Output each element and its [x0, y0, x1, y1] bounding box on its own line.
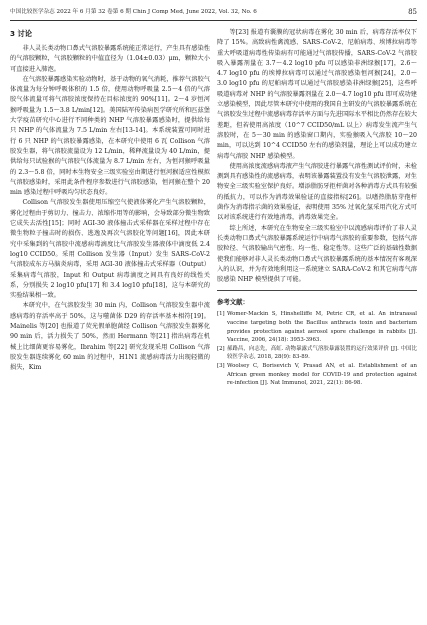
paragraph: 本研究中，在气溶胶发生 30 min 内，Collison 气溶胶发生器中流感病毒的存活率高于 50%，这与噬菌体 D29 的存活率基本相符[19]。Mainelis 等[20] 也报道了荧光假单胞菌经 Collison 气溶胶发生器雾化 90 min 后，活力损失了 50%，然而 Hermann 等[21] 指出病毒在机械上比细菌更容易雾化，Ibrahim 等[22] 研究发现采用 Collison 气溶胶发生器连续雾化 60 min 的过程中，H1N1 流感病毒活力出现轻微的损失，Kim [10, 302, 210, 372]
running-header [10, 6, 417, 20]
paragraph: 综上所述，本研究在生物安全三级实验室中以流感病毒评价了非人灵长类动物口鼻式气溶胶暴露系统运行中病毒气溶胶的重要参数，包括气溶胶粒径、气溶胶输出气密性、均一性、稳定性等。这些广泛的基础性数据使我们能够对非人灵长类动物口鼻式气溶胶暴露系统的基本情况有客观深入的认识，并为有效地利用这一系统建立 SARA-CoV-2 和其它病毒气溶胶感染 NHP 模型提供了可能。 [217, 224, 417, 284]
paragraph: 非人灵长类动物口鼻式气溶胶暴露系统能正常运行，产生具有感染性的气溶胶颗粒，气溶胶颗粒的中值直径为（1.04±0.03）μm，颗粒大小可直接进入肺泡。 [10, 45, 210, 73]
references-title: 参考文献： [217, 298, 249, 307]
paragraph: Collison 气溶胶发生器使用压缩空气使液体雾化产生气溶胶颗粒，雾化过程由于剪切力、撞击力、浓缩作用等的影响，会导致部分微生物致它成失去活性[15]；同时 AGI-30 液体撞击式采样器在采样过程中存在微生物粒子撞击时的损伤、逃逸及再次气溶胶化等问题[16]，因此本研究中采集到的气溶胶中流感病毒滴度比气溶胶发生器液体中滴度低 2.4 log10 CCID50。采用 Collison 发生器（Input）发生 SARS-CoV-2 气溶胶成东方马脑炎病毒，采用 AGI-30 液体撞击式采样器（Output）采集病毒气溶胶，Input 和 Output 病毒滴度之间具有良好的线性关系，分别损失 2 log10 pfu[17] 和 3.4 log10 pfu[18]，这与本研究的实验结果相一致。 [10, 199, 210, 300]
reference-number: [3] [217, 362, 225, 369]
section-title: 3 讨论 [10, 29, 32, 38]
reference-item [217, 310, 417, 344]
reference-text: Womer-Mackin S, Hinshelliffe M, Petric CR, et al. An intranasal vaccine targeting both the Bacillus anthracis toxin and bacterium provides protection against aerosol spore challenge in rabbits [J]. Vaccine, 2006, 24(18): 3953-3963. [227, 311, 417, 344]
reference-item [217, 362, 417, 388]
left-column [10, 28, 210, 618]
reference-text: 郝路昌，向志先，高虹. 动物暴露式气溶胶暴露装置的运行效果评价 [J]. 中国比较医学杂志, 2018, 28(9): 83-89. [227, 345, 417, 361]
reference-text: Woolsey C, Borisevich V, Prasad AN, et al. Establishment of an African green monkey model for COVID-19 and protection against re-infection [J]. Nat Immunol, 2021, 22(1): 86-98. [227, 362, 417, 387]
page-number: 85 [408, 8, 417, 16]
paragraph: 等[23] 报道有囊膜的冠状病毒在雾化 30 min 后，病毒存活率仅下降了 15%。高致病性禽流感、SARS-CoV-2、尼帕病毒、埃博拉病毒等重大呼吸道病毒性传染病有可能通过气溶胶传播，SARS-CoV-2 气溶胶吸入暴露剂量在 3.7～4.2 log10 pfu 可以感染非洲绿猴[17]，2.6～4.7 log10 pfu 的埃博拉病毒可以通过气溶胶感染恒河猴[24]，2.0～3.0 log10 pfu 的尼帕病毒可以通过气溶胶感染非洲绿猴[25]，这些呼吸道病毒对 NHP 的气溶胶暴露剂量在 2.0～4.7 log10 pfu 即可成功建立感染模型，因此尽管本研究中使用的我国自主研发的气溶胶暴露系统在气溶胶发生过程中流感病毒存活率方面与先进国际水平相比仍然存在较大差距，但若使用高浓度（10^7 CCID50/mL 以上）病毒发生流产生气溶胶时，在 5～30 min 的感染窗口期内，实验猴吸入气溶胶 10～20 min，可以达到 10^4 CCID50 左右的感染剂量，理论上可以成功建立病毒气溶胶 NHP 感染模型。 [217, 29, 417, 160]
reference-number: [1] [217, 311, 225, 318]
paragraph: 在气溶胶暴露感染实验动物时，基于动物的氧气消耗，推荐气溶胶气体流量为每分钟呼吸体积的 1.5 倍，使用动物呼吸量 2.5～4 倍的气溶胶气体流量可将气溶胶浓度保持在目标浓度的 90%[11]。2～4 岁恒河猴呼吸量为 1.5～3.8 L/min[12]。美国陆军传染病医学研究所和匹兹堡大学疫苗研究中心进行不同种类的 NHP 气溶胶暴露感染时，提供给每只 NHP 的气体流量为 7.5 L/min 左右[13-14]。本系统装置可同时进行 6 只 NHP 的气溶胶暴露感染，在本研究中使用 6 瓦 Collison 气溶胶发生器，将气溶胶流量设为 12 L/min，稀释流量设为 40 L/min，提供给每只试验猴的气溶胶气体流量为 8.7 L/min 左右，为恒河猴呼吸量的 2.3～5.8 倍，同时本生物安全三级实验室由期进行恒河猴适应性模拟气溶胶感染时，采用此条件程序参数进行气溶胶感染，恒河猴在整个 20 min 感染过程中呼吸均匀状态良好。 [10, 75, 210, 197]
references-divider [217, 290, 417, 291]
journal-citation: 中国比较医学杂志 2022 年 6 月第 32 卷第 6 期 Chin J Comp Med, June 2022, Vol. 32, No. 6 [10, 9, 257, 15]
reference-number: [2] [217, 345, 225, 352]
header-rule [10, 20, 417, 21]
paragraph: 使用高浓度流感病毒液产生气溶胶进行暴露气溶性测试评价时，未检测到具有感染性的流感病毒，表明该暴露装置没有发生气溶胶泄露，对生物安全三级实验室保护良好。增添脂肪牙拒杆菌对各种消毒方式具有较强的抵抗力，可以作为消毒效果验证的直接指标[26]。以嗜热脂肪芽孢杆菌作为消毒指示菌的效果验证，表明使用 35% 过氧化氢采用汽化方式可以对该系统进行有效地消毒，消毒效果完全。 [217, 162, 417, 222]
right-column [217, 28, 417, 618]
reference-item [217, 345, 417, 362]
